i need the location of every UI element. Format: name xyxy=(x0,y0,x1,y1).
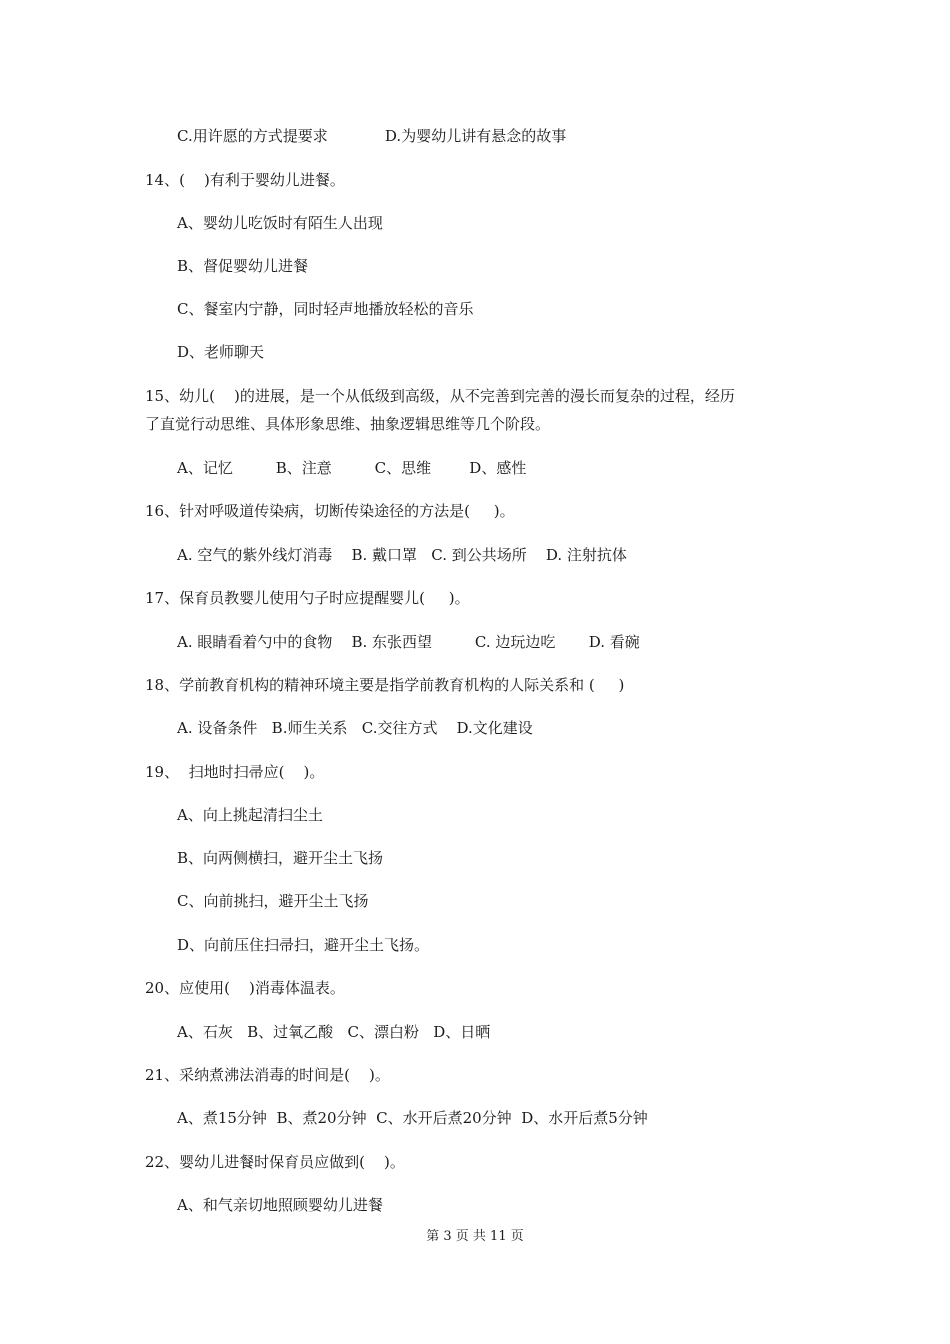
q16-options: A. 空气的紫外线灯消毒 B. 戴口罩 C. 到公共场所 D. 注射抗体 xyxy=(177,546,627,564)
q20-stem: 20、应使用( )消毒体温表。 xyxy=(145,979,345,997)
q20-options: A、石灰 B、过氧乙酸 C、漂白粉 D、日晒 xyxy=(177,1023,491,1041)
q19-option-c: C、向前挑扫，避开尘土飞扬 xyxy=(177,892,369,910)
q15-options: A、记忆 B、注意 C、思维 D、感性 xyxy=(177,459,527,477)
q16-stem: 16、针对呼吸道传染病，切断传染途径的方法是( )。 xyxy=(145,502,515,520)
q18-options: A. 设备条件 B.师生关系 C.交往方式 D.文化建设 xyxy=(177,719,533,737)
q18-stem: 18、学前教育机构的精神环境主要是指学前教育机构的人际关系和 ( ) xyxy=(145,676,625,694)
q14-option-a: A、婴幼儿吃饭时有陌生人出现 xyxy=(177,214,383,232)
q14-option-b: B、督促婴幼儿进餐 xyxy=(177,257,309,275)
q19-option-d: D、向前压住扫帚扫，避开尘土飞扬。 xyxy=(177,936,430,954)
q15-stem-line2: 了直觉行动思维、具体形象思维、抽象逻辑思维等几个阶段。 xyxy=(145,415,551,433)
q14-stem: 14、( )有利于婴幼儿进餐。 xyxy=(145,171,345,189)
q17-options: A. 眼睛看着勺中的食物 B. 东张西望 C. 边玩边吃 D. 看碗 xyxy=(177,633,640,651)
q21-options: A、煮15分钟 B、煮20分钟 C、水开后煮20分钟 D、水开后煮5分钟 xyxy=(177,1109,648,1127)
page-footer: 第 3 页 共 11 页 xyxy=(426,1229,524,1244)
q13-options-cd: C.用许愿的方式提要求 D.为婴幼儿讲有悬念的故事 xyxy=(177,127,567,145)
q19-option-b: B、向两侧横扫，避开尘土飞扬 xyxy=(177,849,384,867)
q22-stem: 22、婴幼儿进餐时保育员应做到( )。 xyxy=(145,1153,405,1171)
q15-stem-line1: 15、幼儿( )的进展，是一个从低级到高级，从不完善到完善的漫长而复杂的过程，经历 xyxy=(145,387,735,405)
q17-stem: 17、保育员教婴儿使用勺子时应提醒婴儿( )。 xyxy=(145,589,470,607)
q22-option-a: A、和气亲切地照顾婴幼儿进餐 xyxy=(177,1196,383,1214)
q19-stem: 19、 扫地时扫帚应( )。 xyxy=(145,763,325,781)
q14-option-d: D、老师聊天 xyxy=(177,343,265,361)
q21-stem: 21、采纳煮沸法消毒的时间是( )。 xyxy=(145,1066,390,1084)
q14-option-c: C、餐室内宁静，同时轻声地播放轻松的音乐 xyxy=(177,300,474,318)
q19-option-a: A、向上挑起清扫尘土 xyxy=(177,806,323,824)
